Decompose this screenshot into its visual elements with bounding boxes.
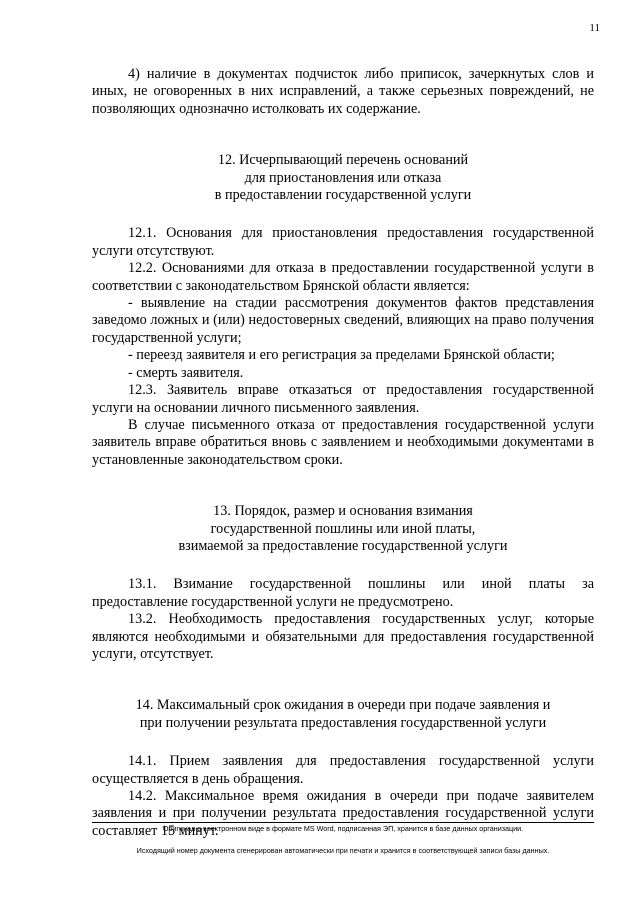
paragraph-13-1: 13.1. Взимание государственной пошлины или иной платы за предоставление государственной услуги не предусмотрено.: [92, 576, 594, 610]
footer-note-number: Исходящий номер документа сгенерирован автоматически при печати и хранится в соответствующей записи базы данных.: [136, 846, 550, 855]
paragraph-item-4: 4) наличие в документах подчисток либо приписок, зачеркнутых слов и иных, не оговоренных в них исправлений, а также серьезных повреждений, не позволяющих однозначно истолковать их содержание.: [92, 66, 594, 117]
section-12-heading-line-3: в предоставлении государственной услуги: [214, 187, 472, 204]
paragraph-12-2-item-b: - переезд заявителя и его регистрация за пределами Брянской области;: [128, 347, 555, 364]
paragraph-12-2-item-a: - выявление на стадии рассмотрения документов фактов представления заведомо ложных и (или) недостоверных сведений, влияющих на право получения государственной услуги;: [92, 295, 594, 346]
paragraph-12-3-continued: В случае письменного отказа от предоставления государственной услуги заявитель вправе обратиться вновь с заявлением и необходимыми документами в установленные законодательством сроки.: [92, 416, 594, 468]
paragraph-14-2: 14.2. Максимальное время ожидания в очереди при подаче заявителем заявления и при получении результата предоставления государственной услуги составляет 15 минут.: [92, 788, 594, 839]
section-14-heading-line-1: 14. Максимальный срок ожидания в очереди при подаче заявления и: [135, 697, 551, 714]
page-number: 11: [589, 22, 600, 34]
section-12-heading-line-1: 12. Исчерпывающий перечень оснований: [217, 152, 469, 169]
document-body: [92, 66, 594, 840]
section-12-heading-line-2: для приостановления или отказа: [244, 169, 442, 186]
paragraph-13-2: 13.2. Необходимость предоставления государственных услуг, которые являются необходимыми и обязательными для предоставления государственной услуги, отсутствует.: [92, 611, 594, 662]
paragraph-12-2-item-c: - смерть заявителя.: [128, 364, 244, 381]
paragraph-14-1: 14.1. Прием заявления для предоставления государственной услуги осуществляется в день обращения.: [92, 753, 594, 787]
footer-divider: [92, 822, 594, 823]
section-13-heading-line-2: государственной пошлины или иной платы,: [210, 520, 476, 537]
paragraph-12-1: 12.1. Основания для приостановления предоставления государственной услуги отсутствуют.: [92, 225, 594, 259]
paragraph-12-3: 12.3. Заявитель вправе отказаться от предоставления государственной услуги на основании личного письменного заявления.: [92, 382, 594, 416]
section-13-heading-line-1: 13. Порядок, размер и основания взимания: [213, 503, 473, 520]
section-14-heading-line-2: при получении результата предоставления государственной услуги: [139, 714, 547, 731]
section-13-heading-line-3: взимаемой за предоставление государственной услуги: [178, 537, 508, 554]
paragraph-12-2: 12.2. Основаниями для отказа в предоставлении государственной услуги в соответствии с законодательством Брянской области является:: [92, 260, 594, 294]
footer-note-original: Оригинал в электронном виде в формате MS Word, подписанная ЭП, хранится в базе данных организации.: [162, 824, 524, 833]
